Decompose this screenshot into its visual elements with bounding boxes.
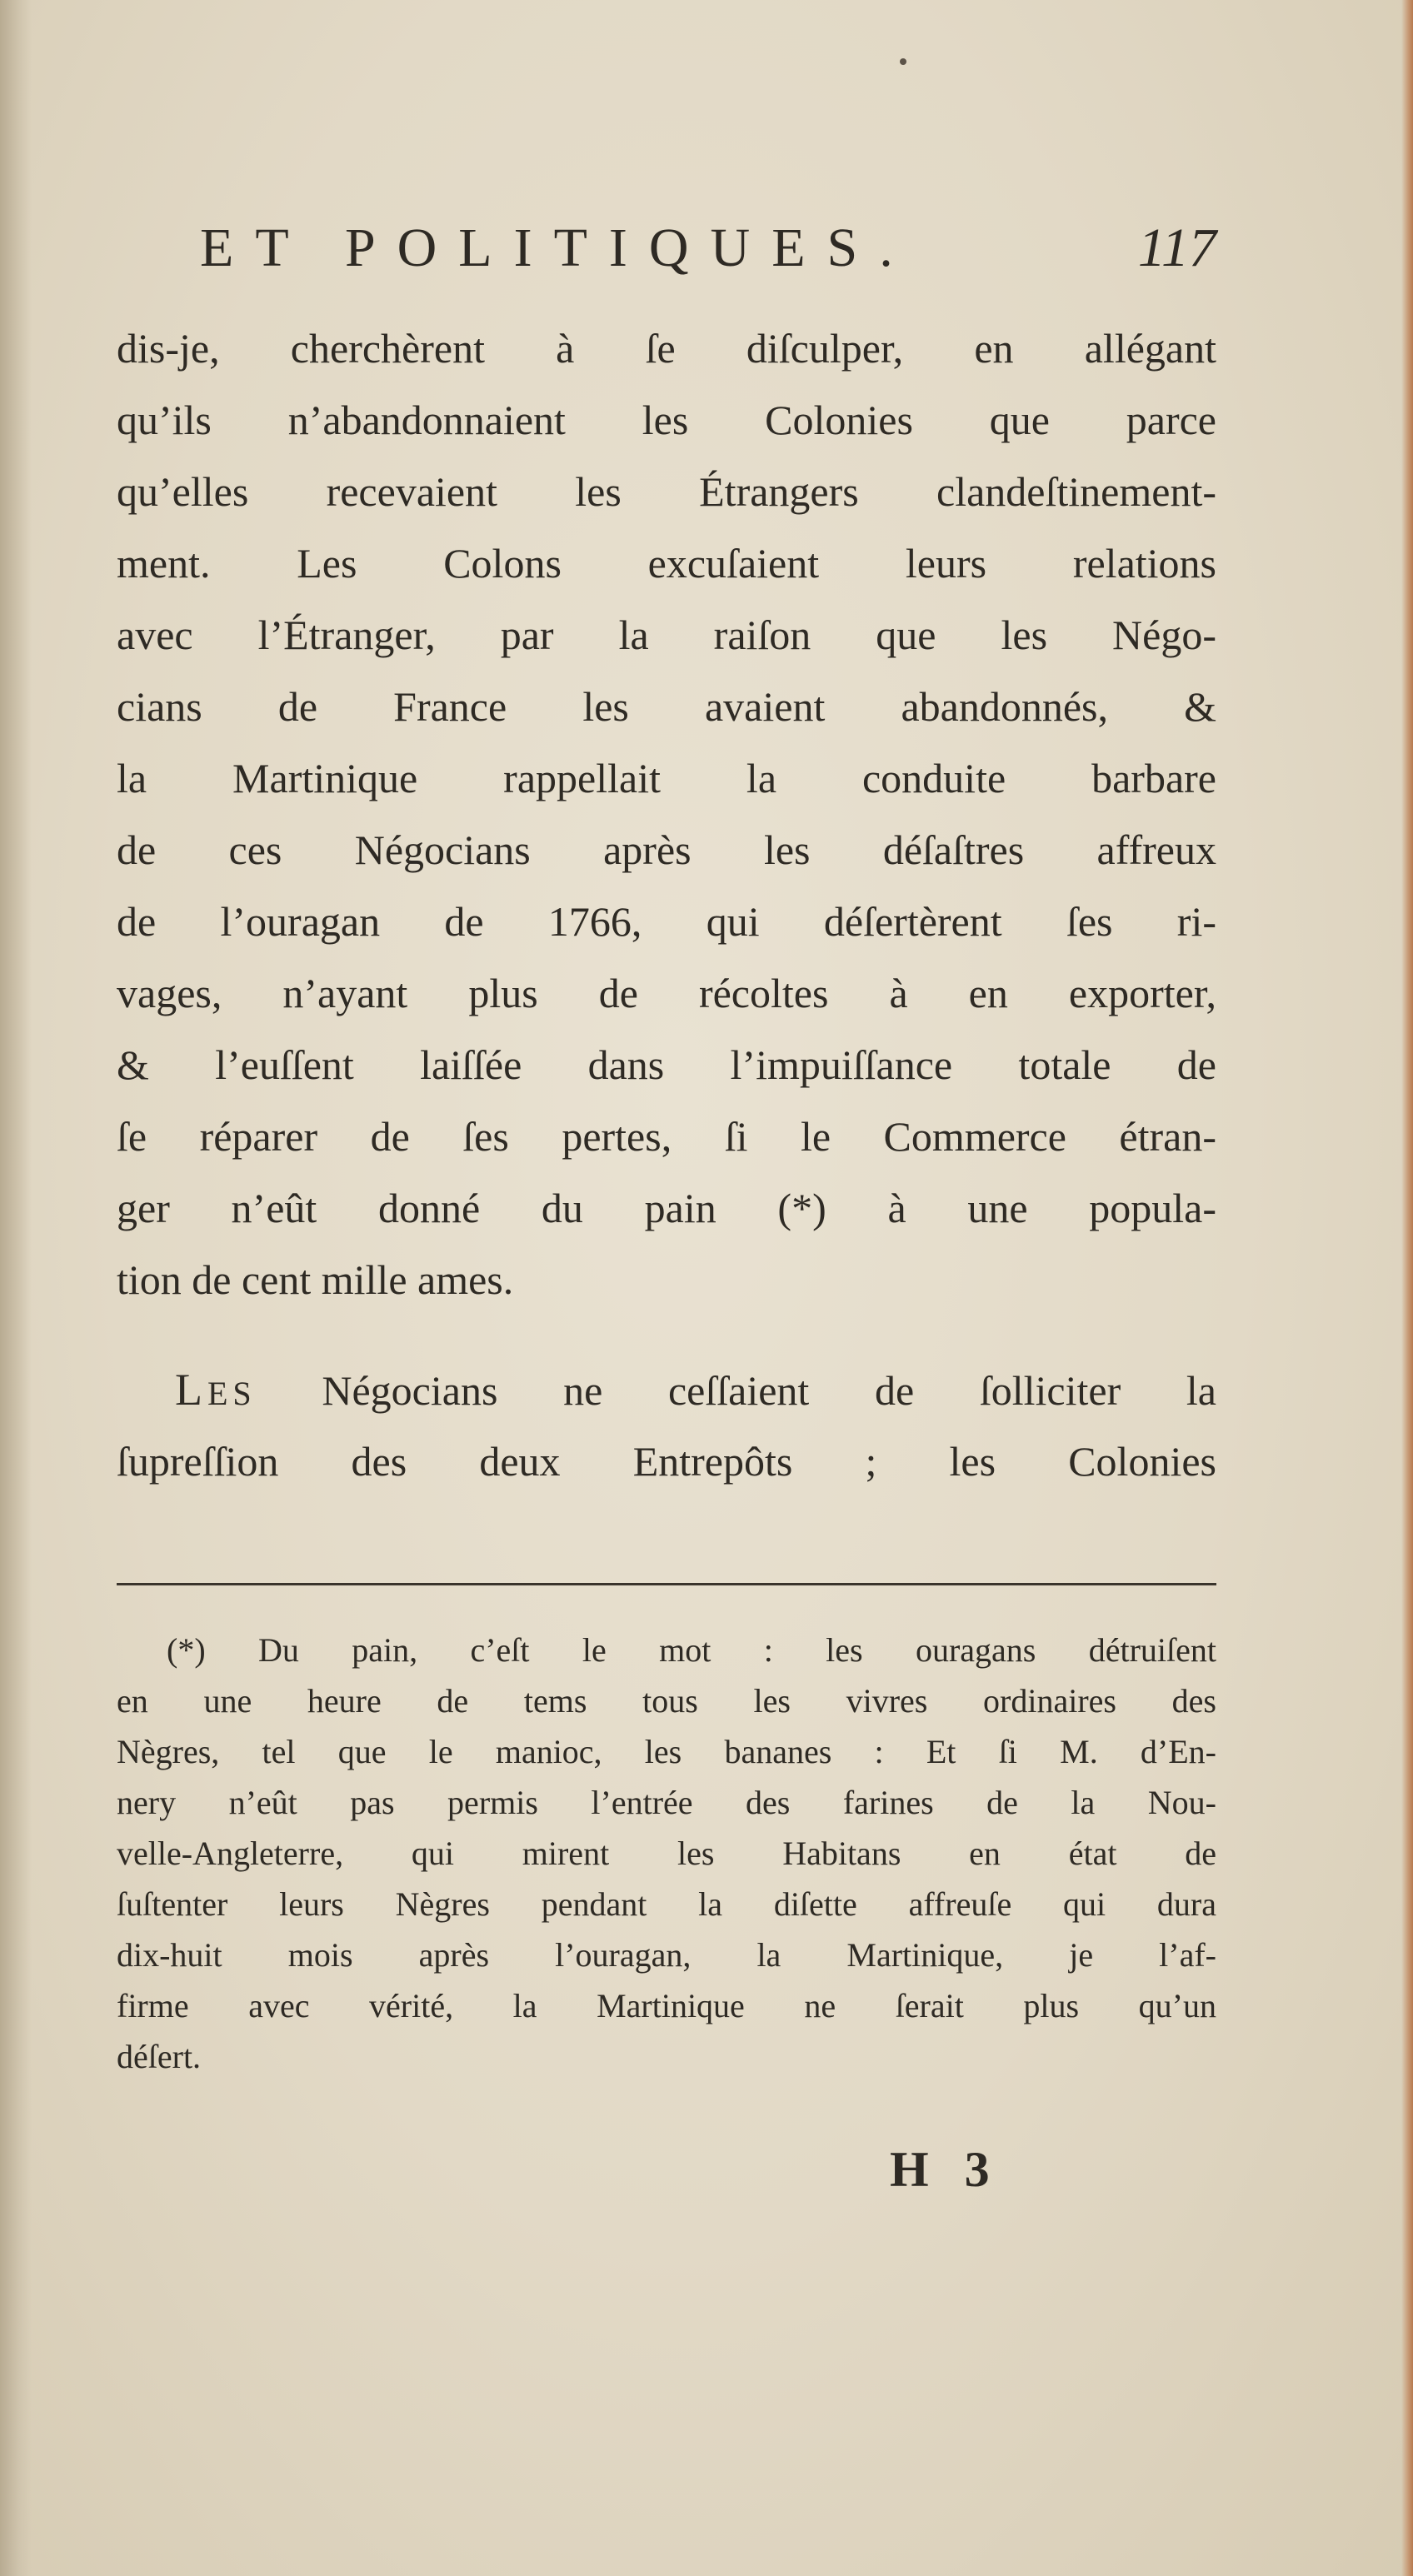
footnote-rule xyxy=(117,1583,1216,1585)
paragraph-1 xyxy=(117,312,1216,1315)
text-line: avec l’Étranger, par la raiſon que les Négo- xyxy=(117,612,1216,658)
text-line: & l’euſſent laiſſée dans l’impuiſſance totale de xyxy=(117,1041,1216,1088)
text-line: ment. Les Colons excuſaient leurs relations xyxy=(117,540,1216,587)
page-number: 117 xyxy=(1137,217,1216,278)
footnote-line: (*) Du pain, c’eſt le mot : les ouragans détruiſent xyxy=(167,1631,1216,1669)
footnote-line: déſert. xyxy=(117,2038,202,2075)
text-line: la Martinique rappellait la conduite barbare xyxy=(117,755,1216,801)
footnote-line: Nègres, tel que le manioc, les bananes : Et ſi M. d’En- xyxy=(117,1733,1216,1770)
text-line: de l’ouragan de 1766, qui déſertèrent ſes ri- xyxy=(117,898,1216,945)
running-head xyxy=(200,215,1216,282)
text-fragment: Négocians ne ceſſaient de ſolliciter la xyxy=(322,1367,1216,1414)
running-head-title: ET POLITIQUES. xyxy=(200,217,915,278)
page-gutter-shadow xyxy=(0,0,32,2576)
footnote-line: nery n’eût pas permis l’entrée des farines de la Nou- xyxy=(117,1784,1216,1821)
text-line-with-smallcaps xyxy=(117,1354,1216,1425)
text-line: cians de France les avaient abandonnés, & xyxy=(117,683,1216,730)
text-line: de ces Négocians après les déſaſtres affreux xyxy=(117,826,1216,873)
text-line: vages, n’ayant plus de récoltes à en exporter, xyxy=(117,970,1216,1016)
footnote-line: dix-huit mois après l’ouragan, la Martinique, je l’af- xyxy=(117,1936,1216,1974)
footnote-line: firme avec vérité, la Martinique ne ſerait plus qu’un xyxy=(117,1987,1216,2024)
text-line: qu’elles recevaient les Étrangers clandeſtinement- xyxy=(117,468,1216,515)
smallcaps-initial: L xyxy=(175,1365,207,1415)
text-line: ger n’eût donné du pain (*) à une popula- xyxy=(117,1185,1216,1231)
text-line: qu’ils n’abandonnaient les Colonies que parce xyxy=(117,397,1216,443)
text-line: tion de cent mille ames. xyxy=(117,1256,514,1303)
ink-speck xyxy=(900,58,906,65)
text-line: ſe réparer de ſes pertes, ſi le Commerce étran- xyxy=(117,1113,1216,1160)
footnote-line: ſuſtenter leurs Nègres pendant la diſette affreuſe qui dura xyxy=(117,1885,1216,1923)
page-edge xyxy=(1401,0,1413,2576)
footnote-line: velle-Angleterre, qui mirent les Habitans en état de xyxy=(117,1835,1216,1872)
text-line: dis-je, cherchèrent à ſe diſculper, en allégant xyxy=(117,325,1216,372)
smallcaps-rest: ES xyxy=(207,1375,257,1412)
footnote-line: en une heure de tems tous les vivres ordinaires des xyxy=(117,1682,1216,1720)
signature-mark: H 3 xyxy=(890,2142,1001,2197)
paragraph-2 xyxy=(117,1354,1216,1497)
footnote xyxy=(117,1625,1216,2082)
text-line: ſupreſſion des deux Entrepôts ; les Colonies xyxy=(117,1438,1216,1485)
